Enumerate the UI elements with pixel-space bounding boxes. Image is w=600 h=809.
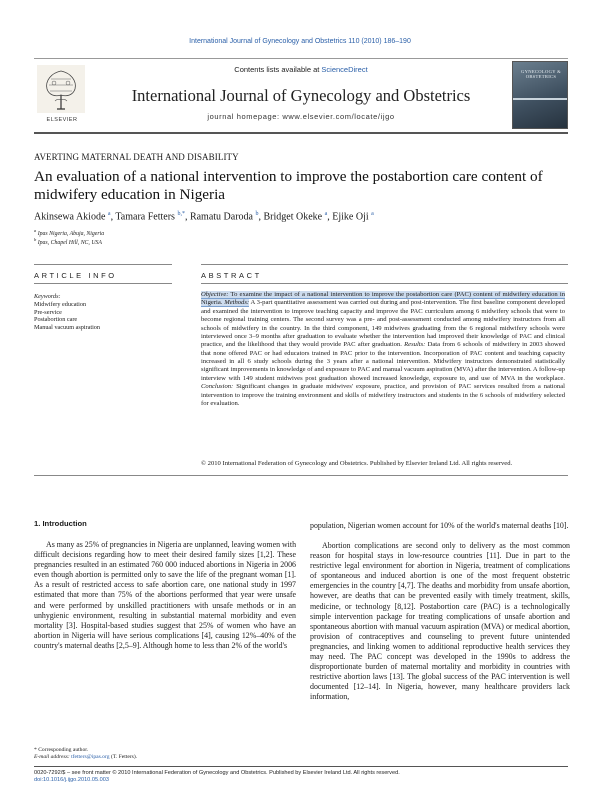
article-info-heading: ARTICLE INFO	[34, 271, 117, 280]
keyword-item: Manual vacuum aspiration	[34, 324, 100, 332]
affiliation-marker: a	[34, 228, 37, 233]
front-matter-copyright: 0020-7292/$ – see front matter © 2010 International Federation of Gynecology and Obstetrics. Published by Elsevier Ireland Ltd. All rights reserved.	[34, 770, 400, 776]
author-name: Ramatu Daroda	[189, 211, 253, 223]
results-text: Data from 6 schools of midwifery in 2003 showed that none offered PAC or had educators trained in PAC prior to the intervention. Incorporation of PAC content and teaching capacity increased in all 6 study schools during the 3 years after a national intervention. Midwifery instructors demonstrated statistically significant improvements in knowledge of and exposure to PAC and manual vacuum aspiration (MVA) after the intervention. A follow-up interview with 149 student midwives post graduation showed increased knowledge, exposure to, and use of MVA in the workplace.	[201, 341, 566, 382]
email-suffix: (T. Fetters).	[110, 754, 138, 760]
author-affil-ref[interactable]: a	[324, 211, 328, 217]
author-list: Akinsewa Akiode $^a$, Tamara Fetters $^{b,*}$, Ramatu Daroda $^b$, Bridget Okeke $^a$, Ejike Oji $^a$	[34, 211, 374, 223]
author-name: Akinsewa Akiode	[34, 211, 106, 223]
abstract-top-rule	[201, 264, 568, 265]
article-info-top-rule	[34, 264, 172, 265]
introduction-heading: 1. Introduction	[34, 519, 87, 528]
author-name: Tamara Fetters	[115, 211, 175, 223]
footnotes	[34, 747, 296, 761]
journal-reference[interactable]: International Journal of Gynecology and Obstetrics 110 (2010) 186–190	[189, 38, 411, 45]
author-affil-ref[interactable]: b,*	[177, 211, 185, 217]
keywords-block	[34, 293, 174, 332]
methods-label: Methods:	[224, 299, 250, 307]
sciencedirect-link[interactable]: ScienceDirect	[321, 65, 368, 74]
author-affil-ref[interactable]: a	[371, 211, 374, 217]
conclusion-label: Conclusion:	[201, 383, 234, 391]
affiliation	[34, 237, 102, 246]
email-label: E-mail address:	[34, 754, 70, 760]
introduction-right-column: Abortion complications are second only to delivery as the most common reason for hospital stays in low-resource countries [11]. Due in part to the restrictive legal environment for abortion in Nigeria, treatment of complications of spontaneous and induced abortion is one of the most frequent obstetric emergencies in the country [4,7]. The deaths and morbidity from unsafe abortion, however, are deaths that can be prevented easily with timely treatment, skills, medicine, or technology [8,12]. Postabortion care (PAC) is a technologically simple intervention package for treating complications of unsafe abortion and spontaneous abortion with manual vacuum aspiration (MVA) or medical abortion, provision of contraceptives and counseling to prevent future unintended pregnancies, and linking women to additional reproductive health services they may need. The PAC concept was developed in the 1990s to address the disproportionate burden of maternal mortality and morbidity in countries with restrictive abortion laws [13]. The global success of the PAC intervention is well documented [12–14]. In Nigeria, however, many healthcare providers lack information,	[310, 541, 570, 702]
affiliation-text: Ipas Nigeria, Abuja, Nigeria	[37, 230, 105, 237]
publisher-name: ELSEVIER	[46, 117, 78, 123]
section-label: AVERTING MATERNAL DEATH AND DISABILITY	[34, 152, 239, 162]
journal-masthead	[34, 58, 568, 134]
author-name: Ejike Oji	[332, 211, 369, 223]
keywords-label: Keywords:	[34, 293, 61, 300]
author-affil-ref[interactable]: a	[107, 211, 111, 217]
keyword-item: Pre-service	[34, 308, 62, 316]
article-info-bottom-rule	[34, 283, 172, 284]
keyword-item: Postabortion care	[34, 316, 78, 324]
results-label: Results:	[404, 341, 426, 349]
cover-band	[513, 98, 568, 100]
introduction-left-column: As many as 25% of pregnancies in Nigeria are unplanned, leaving women with difficult decisions regarding how to meet their desired family sizes [1,2]. These pregnancies resulted in an estimated 760 000 induced abortions in Nigeria in 2006 even though abortion is permitted only to save the life of the pregnant woman [1]. As a result of restricted access to safe abortion care, one national study in 1997 estimated that more than 75% of the abortions performed that year were unsafe and were performed by unskilled practitioners with unsafe methods or in an unhygienic environment, resulting in substantial maternal morbidity and even mortality [3]. Hospital-based studies suggest that 25% of women who have an abortion in Nigeria will have serious complications [4], causing 12%–40% of the country's maternal deaths [2,5–9]. Although home to less than 2% of the world's	[34, 540, 297, 650]
objective-label: Objective:	[201, 291, 229, 298]
author-name: Bridget Okeke	[263, 211, 323, 223]
abstract-copyright: © 2010 International Federation of Gynecology and Obstetrics. Published by Elsevier Ireland Ltd. All rights reserved.	[201, 460, 513, 467]
conclusion-text: Significant changes in graduate midwives' exposure, practice, and provision of PAC services resulted from a national intervention to improve the training environment and skills of midwifery instructors and students in the 6 schools of midwifery selected for evaluation.	[201, 383, 565, 407]
affiliation-marker: b	[34, 237, 37, 242]
affiliation	[34, 228, 104, 237]
affiliation-text: Ipas, Chapel Hill, NC, USA	[37, 239, 102, 246]
introduction-right-continuation: population, Nigerian women account for 10% of the world's maternal deaths [10].	[310, 521, 569, 530]
objective-text: To examine the impact of a national intervention to improve the postabortion care (PAC) content of midwifery education in Nigeria.	[201, 291, 565, 307]
keyword-item: Midwifery education	[34, 300, 87, 308]
contents-prefix: Contents lists available at	[234, 65, 322, 74]
footer-rule	[34, 766, 568, 767]
corresponding-author-note: * Corresponding author.	[34, 747, 89, 753]
journal-homepage[interactable]: journal homepage: www.elsevier.com/locate/ijgo	[207, 112, 395, 121]
methods-text: A 3-part quantitative assessment was carried out during and post-intervention. The first baseline component developed and examined the intervention to improve teaching capacity and improve the PAC curriculum among 6 midwifery schools that were to become regional training centers. The second survey was a pre- and post-assessment conducted among midwifery instructors from all schools of midwifery in the country. In the third component, 149 midwives graduating from the 6 regional midwifery schools were interviewed once 3–9 months after graduation to evaluate whether the intervention had improved their knowledge of PAC and clinical practice, and the likelihood that they would provide PAC after graduation.	[201, 299, 565, 349]
author-email-link[interactable]: tfetters@ipas.org	[71, 754, 110, 760]
email-note	[34, 754, 296, 761]
contents-availability	[34, 65, 568, 74]
abstract-end-rule	[34, 475, 568, 476]
abstract-bottom-rule	[201, 283, 568, 284]
author-affil-ref[interactable]: b	[255, 211, 259, 217]
abstract-heading: ABSTRACT	[201, 271, 262, 280]
article-title: An evaluation of a national intervention to improve the postabortion care content of midwifery education in Nigeria	[34, 168, 543, 203]
doi-link[interactable]: doi:10.1016/j.ijgo.2010.05.003	[34, 777, 109, 783]
cover-title: GYNECOLOGY & OBSTETRICS	[520, 69, 562, 80]
abstract-text	[201, 291, 565, 408]
journal-cover-image	[512, 61, 568, 129]
journal-title: International Journal of Gynecology and Obstetrics	[131, 86, 471, 105]
